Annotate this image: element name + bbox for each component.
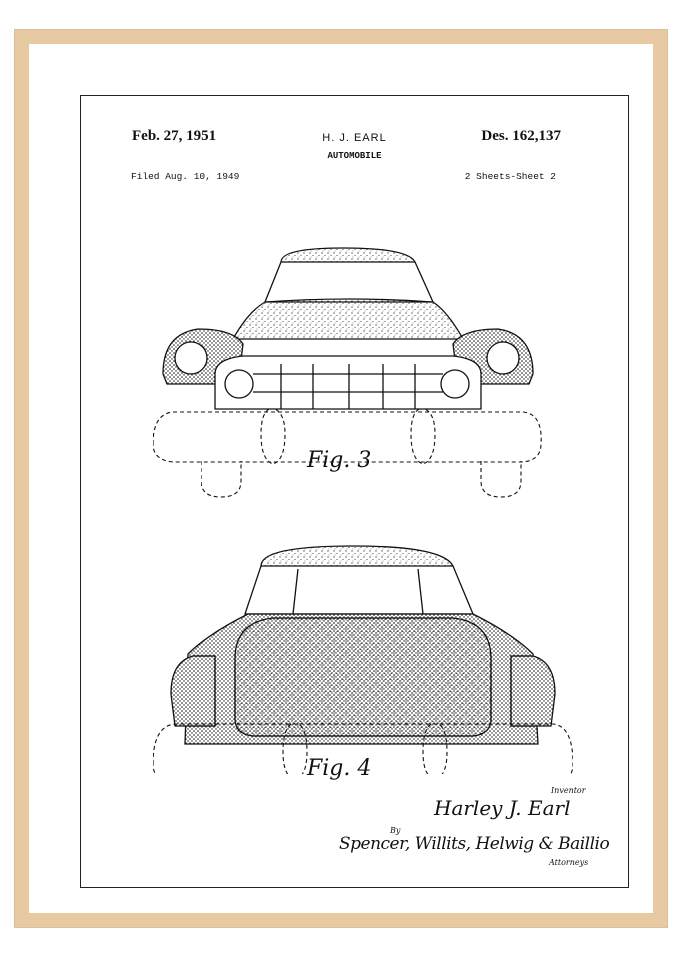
by-label: By [390, 826, 401, 835]
inventor-label: Inventor [551, 786, 586, 795]
fig-3-label: Fig. 3 [307, 448, 372, 473]
patent-title: AUTOMOBILE [327, 151, 382, 161]
patent-date: Feb. 27, 1951 [132, 128, 217, 144]
attorneys-signature: Spencer, Willits, Helwig & Baillio [339, 834, 610, 854]
car-rear-drawing [153, 514, 573, 774]
car-front-drawing [153, 204, 553, 464]
inventor-signature: Harley J. Earl [434, 796, 571, 820]
inventor-header: H. J. EARL [322, 132, 387, 144]
patent-sheet [80, 95, 629, 888]
fig-4-label: Fig. 4 [307, 756, 372, 781]
picture-frame [15, 30, 667, 927]
filed-date: Filed Aug. 10, 1949 [131, 171, 240, 182]
attorneys-label: Attorneys [549, 858, 589, 867]
mat-board [29, 44, 653, 913]
design-number: Des. 162,137 [481, 128, 561, 144]
sheet-count: 2 Sheets-Sheet 2 [464, 171, 556, 182]
